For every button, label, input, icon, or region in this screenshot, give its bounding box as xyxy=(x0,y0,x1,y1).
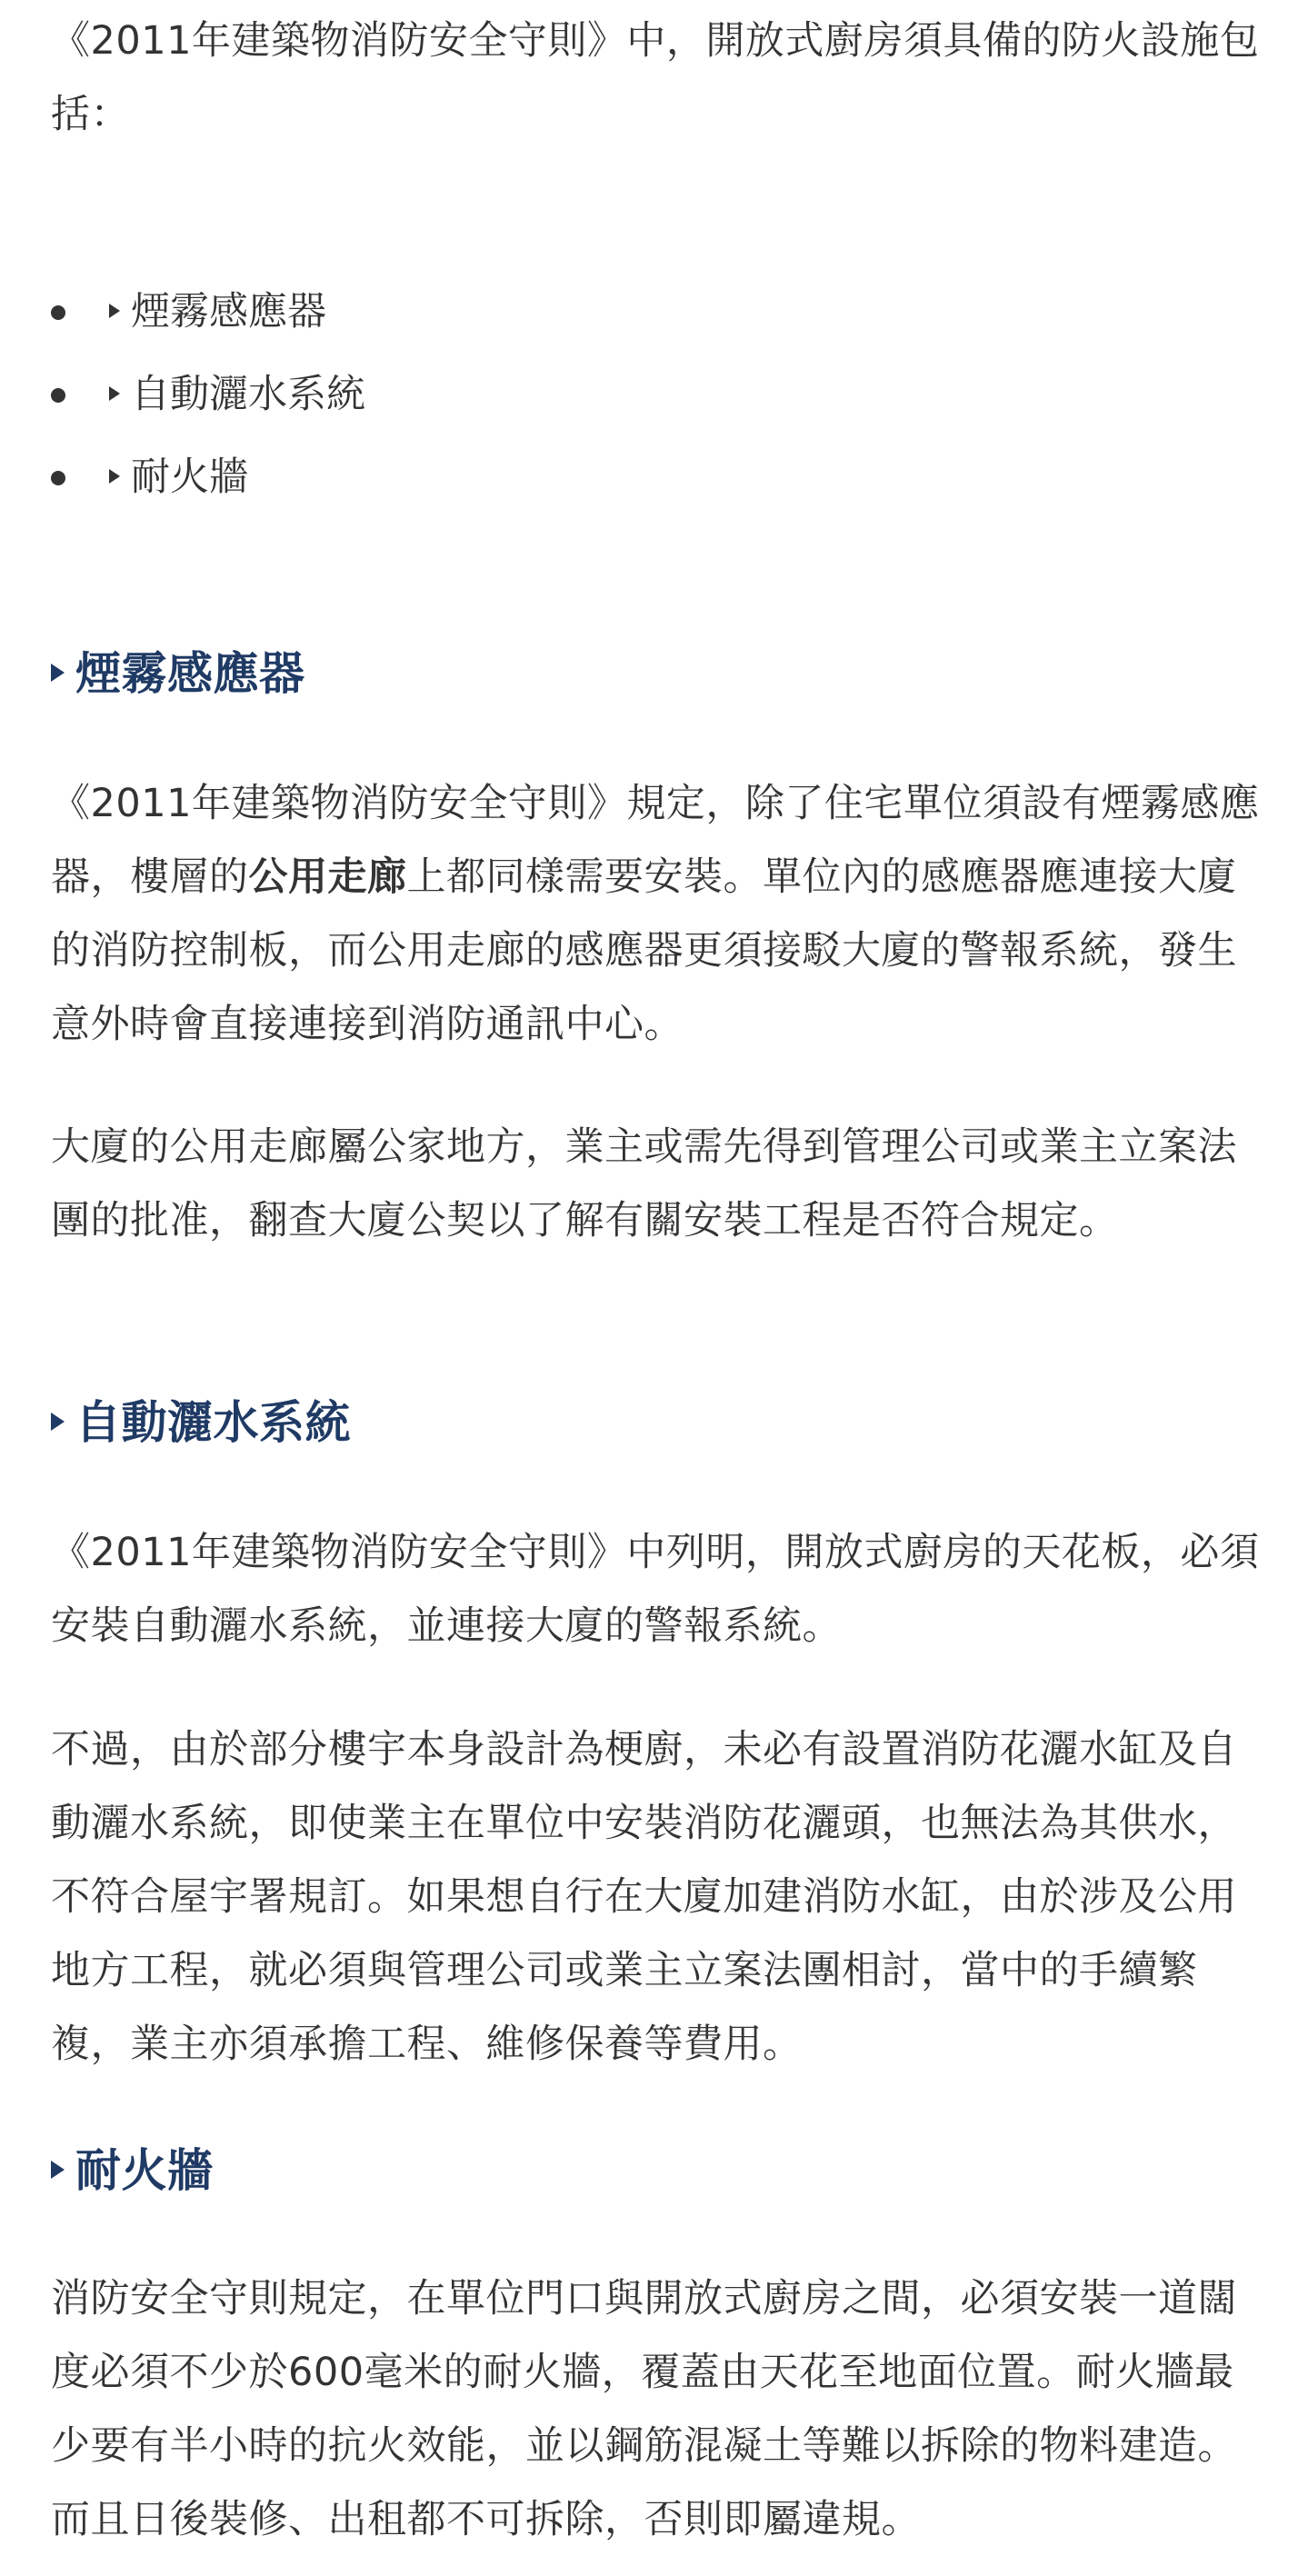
triangle-right-icon xyxy=(109,386,120,401)
intro-paragraph: 《2011年建築物消防安全守則》中，開放式廚房須具備的防火設施包括： xyxy=(51,18,1260,137)
section-paragraph xyxy=(51,767,1269,1062)
section-paragraph: 《2011年建築物消防安全守則》中列明，開放式廚房的天花板，必須安裝自動灑水系統，並連接大廈的警報系統。 xyxy=(51,1530,1260,1649)
triangle-right-icon xyxy=(109,469,120,484)
bullet-icon xyxy=(51,471,65,485)
section-paragraph: 消防安全守則規定，在單位門口與開放式廚房之間，必須安裝一道闊度必須不少於600毫米的耐火牆，覆蓋由天花至地面位置。耐火牆最少要有半小時的抗火效能，並以鋼筋混凝土等難以拆除的物料建造。而且日後裝修、出租都不可拆除，否則即屬違規。 xyxy=(51,2276,1237,2542)
section-heading-text: 煙霧感應器 xyxy=(75,647,305,700)
toc-item[interactable] xyxy=(51,271,365,354)
section-heading-smoke-detector xyxy=(51,642,305,705)
triangle-right-icon xyxy=(51,1413,65,1431)
paragraph-text: 上都同樣需要安裝。單位內的感應器應連接大廈的消防控制板，而公用走廊的感應器更須接駁大廈的警報系統，發生意外時會直接連接到消防通訊中心。 xyxy=(51,854,1237,1047)
toc-item-label[interactable]: 煙霧感應器 xyxy=(131,289,326,334)
toc-item-label[interactable]: 耐火牆 xyxy=(131,454,248,500)
toc-item-label[interactable]: 自動灑水系統 xyxy=(131,372,365,417)
triangle-right-icon xyxy=(51,2161,65,2179)
triangle-right-icon xyxy=(51,664,65,682)
bold-text: 公用走廊 xyxy=(248,854,407,900)
triangle-right-icon xyxy=(109,304,120,318)
toc-item[interactable] xyxy=(51,436,365,519)
table-of-contents xyxy=(51,271,365,519)
section-paragraph: 不過，由於部分樓宇本身設計為梗廚，未必有設置消防花灑水缸及自動灑水系統，即使業主在單位中安裝消防花灑頭，也無法為其供水，不符合屋宇署規訂。如果想自行在大廈加建消防水缸，由於涉及公用地方工程，就必須與管理公司或業主立案法團相討，當中的手續繁複，業主亦須承擔工程、維修保養等費用。 xyxy=(51,1727,1237,2067)
section-paragraph: 大廈的公用走廊屬公家地方，業主或需先得到管理公司或業主立案法團的批准，翻查大廈公契以了解有關安裝工程是否符合規定。 xyxy=(51,1124,1237,1243)
section-heading-text: 耐火牆 xyxy=(75,2144,214,2197)
section-heading-text: 自動灑水系統 xyxy=(75,1396,351,1449)
bullet-icon xyxy=(51,305,65,320)
section-heading-sprinkler xyxy=(51,1391,351,1454)
bullet-icon xyxy=(51,388,65,403)
paragraph-text: 《2011年建築物消防安全守則》規定，除了住宅單位須設有煙霧感應器，樓層的 xyxy=(51,781,1260,900)
section-heading-fire-wall xyxy=(51,2139,214,2202)
toc-item[interactable] xyxy=(51,354,365,436)
